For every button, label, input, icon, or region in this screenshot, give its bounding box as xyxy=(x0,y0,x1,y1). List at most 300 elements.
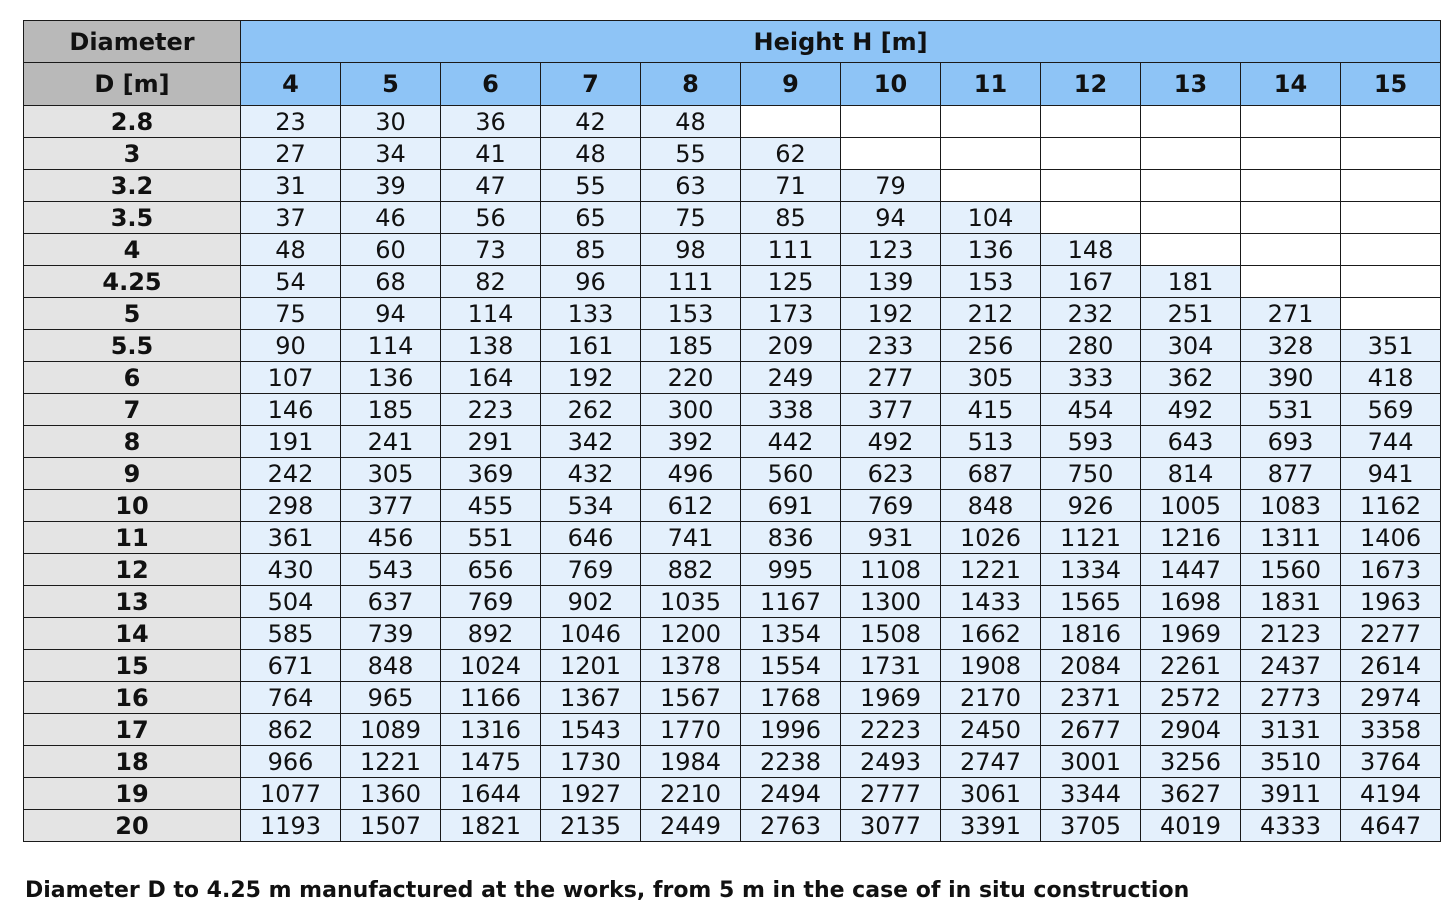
value-cell: 36 xyxy=(441,106,541,138)
empty-cell xyxy=(1341,234,1441,266)
value-cell: 209 xyxy=(741,330,841,362)
diameter-cell: 10 xyxy=(24,490,241,522)
table-row xyxy=(24,234,1441,266)
value-cell: 23 xyxy=(241,106,341,138)
value-cell: 1475 xyxy=(441,746,541,778)
value-cell: 687 xyxy=(941,458,1041,490)
empty-cell xyxy=(1341,170,1441,202)
value-cell: 46 xyxy=(341,202,441,234)
value-cell: 1662 xyxy=(941,618,1041,650)
empty-cell xyxy=(1041,170,1141,202)
diameter-cell: 18 xyxy=(24,746,241,778)
table-row xyxy=(24,138,1441,170)
value-cell: 902 xyxy=(541,586,641,618)
value-cell: 82 xyxy=(441,266,541,298)
value-cell: 56 xyxy=(441,202,541,234)
value-cell: 298 xyxy=(241,490,341,522)
empty-cell xyxy=(1241,106,1341,138)
value-cell: 2450 xyxy=(941,714,1041,746)
diameter-cell: 3 xyxy=(24,138,241,170)
value-cell: 1216 xyxy=(1141,522,1241,554)
value-cell: 1166 xyxy=(441,682,541,714)
diameter-cell: 7 xyxy=(24,394,241,426)
value-cell: 2494 xyxy=(741,778,841,810)
value-cell: 392 xyxy=(641,426,741,458)
value-cell: 2747 xyxy=(941,746,1041,778)
value-cell: 125 xyxy=(741,266,841,298)
value-cell: 4019 xyxy=(1141,810,1241,842)
value-cell: 1908 xyxy=(941,650,1041,682)
value-cell: 1698 xyxy=(1141,586,1241,618)
value-cell: 256 xyxy=(941,330,1041,362)
value-cell: 1816 xyxy=(1041,618,1141,650)
diameter-cell: 5 xyxy=(24,298,241,330)
empty-cell xyxy=(841,106,941,138)
value-cell: 305 xyxy=(941,362,1041,394)
value-cell: 185 xyxy=(341,394,441,426)
value-cell: 1035 xyxy=(641,586,741,618)
value-cell: 1731 xyxy=(841,650,941,682)
value-cell: 941 xyxy=(1341,458,1441,490)
value-cell: 739 xyxy=(341,618,441,650)
value-cell: 48 xyxy=(541,138,641,170)
value-cell: 1367 xyxy=(541,682,641,714)
value-cell: 71 xyxy=(741,170,841,202)
height-header-cell: 11 xyxy=(941,63,1041,106)
value-cell: 1554 xyxy=(741,650,841,682)
height-header-cell: 6 xyxy=(441,63,541,106)
value-cell: 60 xyxy=(341,234,441,266)
value-cell: 2572 xyxy=(1141,682,1241,714)
value-cell: 814 xyxy=(1141,458,1241,490)
value-cell: 3911 xyxy=(1241,778,1341,810)
value-cell: 1433 xyxy=(941,586,1041,618)
value-cell: 233 xyxy=(841,330,941,362)
value-cell: 146 xyxy=(241,394,341,426)
empty-cell xyxy=(1241,138,1341,170)
value-cell: 418 xyxy=(1341,362,1441,394)
diameter-label: Diameter xyxy=(24,21,241,63)
value-cell: 1378 xyxy=(641,650,741,682)
table-row xyxy=(24,650,1441,682)
value-cell: 931 xyxy=(841,522,941,554)
value-cell: 1768 xyxy=(741,682,841,714)
diameter-cell: 8 xyxy=(24,426,241,458)
value-cell: 534 xyxy=(541,490,641,522)
value-cell: 192 xyxy=(541,362,641,394)
table-row xyxy=(24,490,1441,522)
value-cell: 1543 xyxy=(541,714,641,746)
value-cell: 1507 xyxy=(341,810,441,842)
value-cell: 2223 xyxy=(841,714,941,746)
diameter-cell: 14 xyxy=(24,618,241,650)
value-cell: 1193 xyxy=(241,810,341,842)
value-cell: 164 xyxy=(441,362,541,394)
value-cell: 98 xyxy=(641,234,741,266)
value-cell: 1300 xyxy=(841,586,941,618)
empty-cell xyxy=(1341,202,1441,234)
value-cell: 111 xyxy=(641,266,741,298)
value-cell: 415 xyxy=(941,394,1041,426)
value-cell: 551 xyxy=(441,522,541,554)
value-cell: 1162 xyxy=(1341,490,1441,522)
value-cell: 3764 xyxy=(1341,746,1441,778)
value-cell: 456 xyxy=(341,522,441,554)
value-cell: 181 xyxy=(1141,266,1241,298)
value-cell: 836 xyxy=(741,522,841,554)
value-cell: 3391 xyxy=(941,810,1041,842)
height-header-cell: 5 xyxy=(341,63,441,106)
value-cell: 2449 xyxy=(641,810,741,842)
value-cell: 65 xyxy=(541,202,641,234)
value-cell: 139 xyxy=(841,266,941,298)
value-cell: 30 xyxy=(341,106,441,138)
value-cell: 3627 xyxy=(1141,778,1241,810)
value-cell: 34 xyxy=(341,138,441,170)
value-cell: 430 xyxy=(241,554,341,586)
value-cell: 2763 xyxy=(741,810,841,842)
value-cell: 504 xyxy=(241,586,341,618)
diameter-cell: 20 xyxy=(24,810,241,842)
value-cell: 1354 xyxy=(741,618,841,650)
value-cell: 94 xyxy=(341,298,441,330)
empty-cell xyxy=(1141,106,1241,138)
value-cell: 926 xyxy=(1041,490,1141,522)
value-cell: 361 xyxy=(241,522,341,554)
value-cell: 454 xyxy=(1041,394,1141,426)
value-cell: 1200 xyxy=(641,618,741,650)
value-cell: 442 xyxy=(741,426,841,458)
empty-cell xyxy=(941,106,1041,138)
value-cell: 585 xyxy=(241,618,341,650)
diameter-cell: 4.25 xyxy=(24,266,241,298)
value-cell: 741 xyxy=(641,522,741,554)
table-row xyxy=(24,810,1441,842)
table-row xyxy=(24,202,1441,234)
value-cell: 995 xyxy=(741,554,841,586)
value-cell: 304 xyxy=(1141,330,1241,362)
header-row-heights xyxy=(24,63,1441,106)
value-cell: 377 xyxy=(341,490,441,522)
table-row xyxy=(24,682,1441,714)
value-cell: 185 xyxy=(641,330,741,362)
value-cell: 2123 xyxy=(1241,618,1341,650)
value-cell: 1984 xyxy=(641,746,741,778)
header-row-top xyxy=(24,21,1441,63)
empty-cell xyxy=(1341,298,1441,330)
value-cell: 173 xyxy=(741,298,841,330)
value-cell: 543 xyxy=(341,554,441,586)
value-cell: 351 xyxy=(1341,330,1441,362)
value-cell: 1316 xyxy=(441,714,541,746)
value-cell: 750 xyxy=(1041,458,1141,490)
value-cell: 68 xyxy=(341,266,441,298)
empty-cell xyxy=(941,170,1041,202)
height-header-cell: 10 xyxy=(841,63,941,106)
value-cell: 4194 xyxy=(1341,778,1441,810)
value-cell: 75 xyxy=(241,298,341,330)
value-cell: 3061 xyxy=(941,778,1041,810)
value-cell: 2135 xyxy=(541,810,641,842)
value-cell: 75 xyxy=(641,202,741,234)
empty-cell xyxy=(1241,202,1341,234)
table-row xyxy=(24,394,1441,426)
empty-cell xyxy=(1141,138,1241,170)
value-cell: 1077 xyxy=(241,778,341,810)
value-cell: 39 xyxy=(341,170,441,202)
value-cell: 764 xyxy=(241,682,341,714)
diameter-cell: 4 xyxy=(24,234,241,266)
value-cell: 965 xyxy=(341,682,441,714)
value-cell: 671 xyxy=(241,650,341,682)
value-cell: 1201 xyxy=(541,650,641,682)
empty-cell xyxy=(1241,170,1341,202)
value-cell: 85 xyxy=(741,202,841,234)
value-cell: 1167 xyxy=(741,586,841,618)
value-cell: 79 xyxy=(841,170,941,202)
empty-cell xyxy=(1041,138,1141,170)
value-cell: 300 xyxy=(641,394,741,426)
table-row xyxy=(24,170,1441,202)
diameter-cell: 11 xyxy=(24,522,241,554)
empty-cell xyxy=(1141,170,1241,202)
value-cell: 123 xyxy=(841,234,941,266)
table-row xyxy=(24,554,1441,586)
table-row xyxy=(24,586,1441,618)
value-cell: 277 xyxy=(841,362,941,394)
value-cell: 3001 xyxy=(1041,746,1141,778)
value-cell: 637 xyxy=(341,586,441,618)
value-cell: 1969 xyxy=(841,682,941,714)
height-header-cell: 9 xyxy=(741,63,841,106)
diameter-cell: 3.2 xyxy=(24,170,241,202)
value-cell: 2261 xyxy=(1141,650,1241,682)
value-cell: 646 xyxy=(541,522,641,554)
value-cell: 90 xyxy=(241,330,341,362)
value-cell: 31 xyxy=(241,170,341,202)
value-cell: 513 xyxy=(941,426,1041,458)
value-cell: 455 xyxy=(441,490,541,522)
value-cell: 153 xyxy=(641,298,741,330)
diameter-cell: 12 xyxy=(24,554,241,586)
value-cell: 342 xyxy=(541,426,641,458)
value-cell: 153 xyxy=(941,266,1041,298)
value-cell: 2614 xyxy=(1341,650,1441,682)
value-cell: 2084 xyxy=(1041,650,1141,682)
footnote: Diameter D to 4.25 m manufactured at the works, from 5 m in the case of in situ construction xyxy=(25,878,1190,903)
value-cell: 104 xyxy=(941,202,1041,234)
value-cell: 1644 xyxy=(441,778,541,810)
empty-cell xyxy=(841,138,941,170)
value-cell: 1221 xyxy=(941,554,1041,586)
capacity-table xyxy=(23,20,1441,842)
value-cell: 691 xyxy=(741,490,841,522)
value-cell: 744 xyxy=(1341,426,1441,458)
value-cell: 37 xyxy=(241,202,341,234)
value-cell: 492 xyxy=(841,426,941,458)
value-cell: 643 xyxy=(1141,426,1241,458)
value-cell: 94 xyxy=(841,202,941,234)
value-cell: 232 xyxy=(1041,298,1141,330)
value-cell: 560 xyxy=(741,458,841,490)
value-cell: 2210 xyxy=(641,778,741,810)
value-cell: 2437 xyxy=(1241,650,1341,682)
value-cell: 96 xyxy=(541,266,641,298)
value-cell: 114 xyxy=(341,330,441,362)
table-row xyxy=(24,714,1441,746)
value-cell: 280 xyxy=(1041,330,1141,362)
empty-cell xyxy=(1341,138,1441,170)
value-cell: 377 xyxy=(841,394,941,426)
value-cell: 769 xyxy=(541,554,641,586)
value-cell: 85 xyxy=(541,234,641,266)
value-cell: 3705 xyxy=(1041,810,1141,842)
value-cell: 242 xyxy=(241,458,341,490)
value-cell: 593 xyxy=(1041,426,1141,458)
value-cell: 693 xyxy=(1241,426,1341,458)
table-row xyxy=(24,618,1441,650)
diameter-cell: 2.8 xyxy=(24,106,241,138)
table-row xyxy=(24,106,1441,138)
value-cell: 390 xyxy=(1241,362,1341,394)
value-cell: 48 xyxy=(241,234,341,266)
value-cell: 1560 xyxy=(1241,554,1341,586)
value-cell: 192 xyxy=(841,298,941,330)
value-cell: 1821 xyxy=(441,810,541,842)
value-cell: 333 xyxy=(1041,362,1141,394)
value-cell: 848 xyxy=(941,490,1041,522)
value-cell: 161 xyxy=(541,330,641,362)
value-cell: 27 xyxy=(241,138,341,170)
value-cell: 4647 xyxy=(1341,810,1441,842)
value-cell: 1089 xyxy=(341,714,441,746)
value-cell: 892 xyxy=(441,618,541,650)
value-cell: 291 xyxy=(441,426,541,458)
value-cell: 1508 xyxy=(841,618,941,650)
diameter-cell: 13 xyxy=(24,586,241,618)
value-cell: 2773 xyxy=(1241,682,1341,714)
value-cell: 73 xyxy=(441,234,541,266)
value-cell: 48 xyxy=(641,106,741,138)
value-cell: 223 xyxy=(441,394,541,426)
diameter-cell: 16 xyxy=(24,682,241,714)
value-cell: 769 xyxy=(441,586,541,618)
table-row xyxy=(24,458,1441,490)
value-cell: 111 xyxy=(741,234,841,266)
value-cell: 1005 xyxy=(1141,490,1241,522)
height-header-cell: 13 xyxy=(1141,63,1241,106)
value-cell: 251 xyxy=(1141,298,1241,330)
value-cell: 369 xyxy=(441,458,541,490)
table-row xyxy=(24,298,1441,330)
value-cell: 1567 xyxy=(641,682,741,714)
height-header-cell: 15 xyxy=(1341,63,1441,106)
value-cell: 496 xyxy=(641,458,741,490)
value-cell: 47 xyxy=(441,170,541,202)
value-cell: 1996 xyxy=(741,714,841,746)
diameter-cell: 9 xyxy=(24,458,241,490)
table-row xyxy=(24,426,1441,458)
value-cell: 3077 xyxy=(841,810,941,842)
value-cell: 2277 xyxy=(1341,618,1441,650)
value-cell: 262 xyxy=(541,394,641,426)
value-cell: 328 xyxy=(1241,330,1341,362)
value-cell: 1831 xyxy=(1241,586,1341,618)
empty-cell xyxy=(1341,266,1441,298)
table-row xyxy=(24,362,1441,394)
empty-cell xyxy=(1241,266,1341,298)
table-row xyxy=(24,330,1441,362)
value-cell: 136 xyxy=(941,234,1041,266)
diameter-cell: 5.5 xyxy=(24,330,241,362)
value-cell: 848 xyxy=(341,650,441,682)
value-cell: 136 xyxy=(341,362,441,394)
value-cell: 62 xyxy=(741,138,841,170)
value-cell: 623 xyxy=(841,458,941,490)
table-row xyxy=(24,266,1441,298)
value-cell: 1969 xyxy=(1141,618,1241,650)
height-header-cell: 12 xyxy=(1041,63,1141,106)
value-cell: 2904 xyxy=(1141,714,1241,746)
value-cell: 271 xyxy=(1241,298,1341,330)
value-cell: 1026 xyxy=(941,522,1041,554)
table-row xyxy=(24,778,1441,810)
value-cell: 42 xyxy=(541,106,641,138)
value-cell: 63 xyxy=(641,170,741,202)
height-header-cell: 14 xyxy=(1241,63,1341,106)
diameter-cell: 6 xyxy=(24,362,241,394)
height-header-cell: 4 xyxy=(241,63,341,106)
value-cell: 133 xyxy=(541,298,641,330)
value-cell: 241 xyxy=(341,426,441,458)
empty-cell xyxy=(1241,234,1341,266)
value-cell: 492 xyxy=(1141,394,1241,426)
value-cell: 3344 xyxy=(1041,778,1141,810)
value-cell: 191 xyxy=(241,426,341,458)
empty-cell xyxy=(1141,234,1241,266)
value-cell: 338 xyxy=(741,394,841,426)
diameter-cell: 15 xyxy=(24,650,241,682)
value-cell: 1083 xyxy=(1241,490,1341,522)
height-label: Height H [m] xyxy=(241,21,1441,63)
value-cell: 148 xyxy=(1041,234,1141,266)
value-cell: 656 xyxy=(441,554,541,586)
value-cell: 1046 xyxy=(541,618,641,650)
empty-cell xyxy=(1141,202,1241,234)
empty-cell xyxy=(1341,106,1441,138)
value-cell: 1221 xyxy=(341,746,441,778)
value-cell: 220 xyxy=(641,362,741,394)
diameter-cell: 17 xyxy=(24,714,241,746)
table-row xyxy=(24,522,1441,554)
value-cell: 3510 xyxy=(1241,746,1341,778)
value-cell: 2777 xyxy=(841,778,941,810)
value-cell: 2371 xyxy=(1041,682,1141,714)
value-cell: 107 xyxy=(241,362,341,394)
value-cell: 3256 xyxy=(1141,746,1241,778)
value-cell: 569 xyxy=(1341,394,1441,426)
value-cell: 882 xyxy=(641,554,741,586)
value-cell: 2974 xyxy=(1341,682,1441,714)
height-header-cell: 7 xyxy=(541,63,641,106)
value-cell: 612 xyxy=(641,490,741,522)
value-cell: 167 xyxy=(1041,266,1141,298)
value-cell: 212 xyxy=(941,298,1041,330)
value-cell: 1334 xyxy=(1041,554,1141,586)
diameter-cell: 3.5 xyxy=(24,202,241,234)
value-cell: 1565 xyxy=(1041,586,1141,618)
table-body xyxy=(24,106,1441,842)
